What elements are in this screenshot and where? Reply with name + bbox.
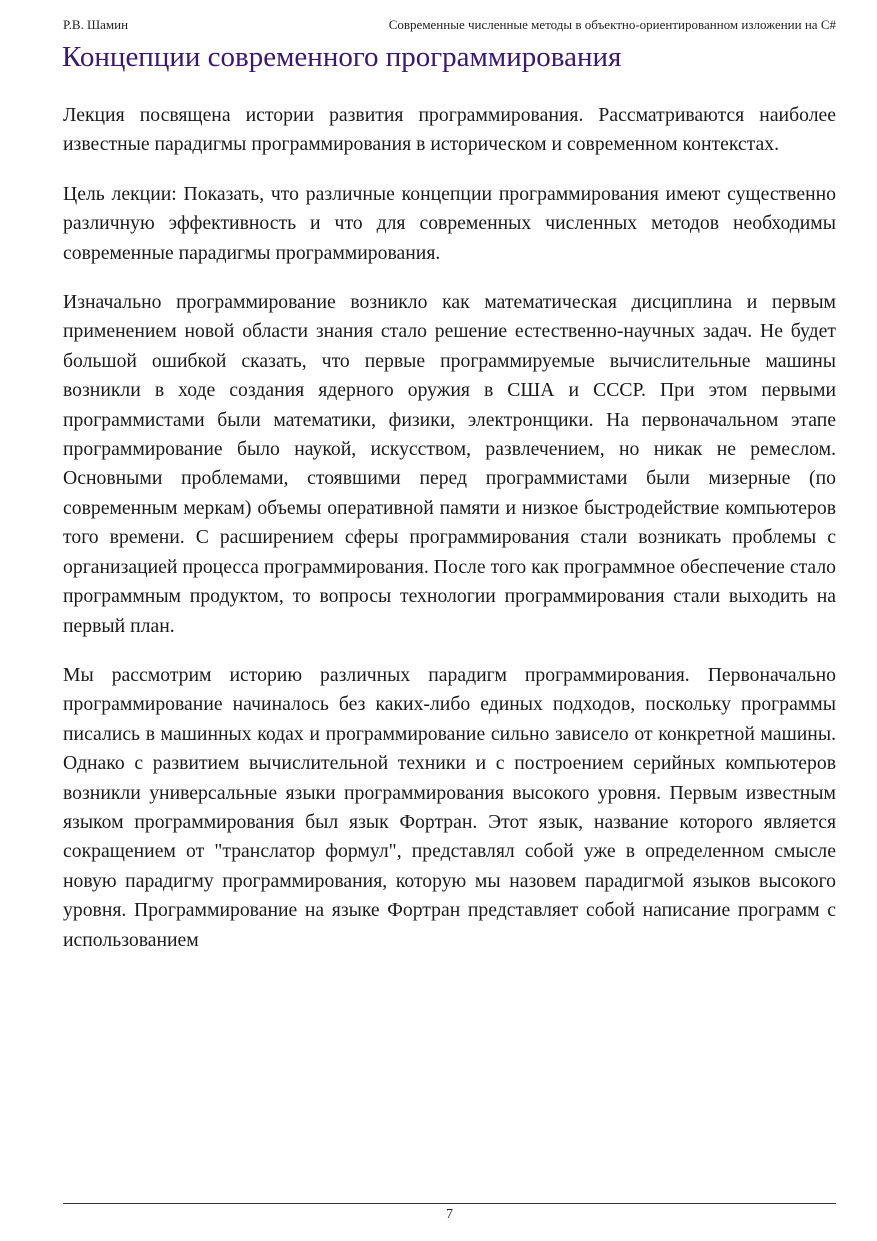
paragraph-paradigms: Мы рассмотрим историю различных парадигм программирования. Первоначально программирование начиналось без каких-либо единых подходов, поскольку программы писались в машинных кодах и программирование сильно зависело от конкретной машины. Однако с развитием вычислительной техники и с построением серийных компьютеров возникли универсальные языки программирования высокого уровня. Первым известным языком программирования был язык Фортран. Этот язык, название которого является сокращением от "транслатор формул", представлял собой уже в определенном смысле новую парадигму программирования, которую мы назовем парадигмой языков высокого уровня. Программирование на языке Фортран представляет собой написание программ с использованием [63, 663, 836, 951]
header-book-title: Современные численные методы в объектно-ориентированном изложении на C# [388, 17, 836, 32]
page-header [63, 16, 836, 36]
paragraph-lecture-summary: Лекция посвящена истории развития программирования. Рассматриваются наиболее известные парадигмы программирования в историческом и современном контекстах. [63, 104, 836, 156]
paragraph-history: Изначально программирование возникло как математическая дисциплина и первым применением новой области знания стало решение естественно-научных задач. Не будет большой ошибкой сказать, что первые программируемые вычислительные машины возникли в ходе создания ядерного оружия в США и СССР. При этом первыми программистами были математики, физики, электронщики. На первоначальном этапе программирование было наукой, искусством, развлечением, но никак не ремеслом. Основными проблемами, стоявшими перед программистами были мизерные (по современным меркам) объемы оперативной памяти и низкое быстродействие компьютеров того времени. С расширением сферы программирования стали возникать проблемы с организацией процесса программирования. После того как программное обеспечение стало программным продуктом, то вопросы технологии программирования стали выходить на первый план. [63, 291, 836, 637]
page-number: 7 [446, 1207, 453, 1222]
header-author: Р.В. Шамин [63, 17, 129, 32]
paragraph-lecture-goal: Цель лекции: Показать, что различные концепции программирования имеют существенно различную эффективность и что для современных численных методов необходимы современные парадигмы программирования. [63, 182, 836, 264]
page-title: Концепции современного программирования [62, 41, 622, 73]
body-text [63, 101, 836, 975]
footer-divider [63, 1203, 836, 1204]
